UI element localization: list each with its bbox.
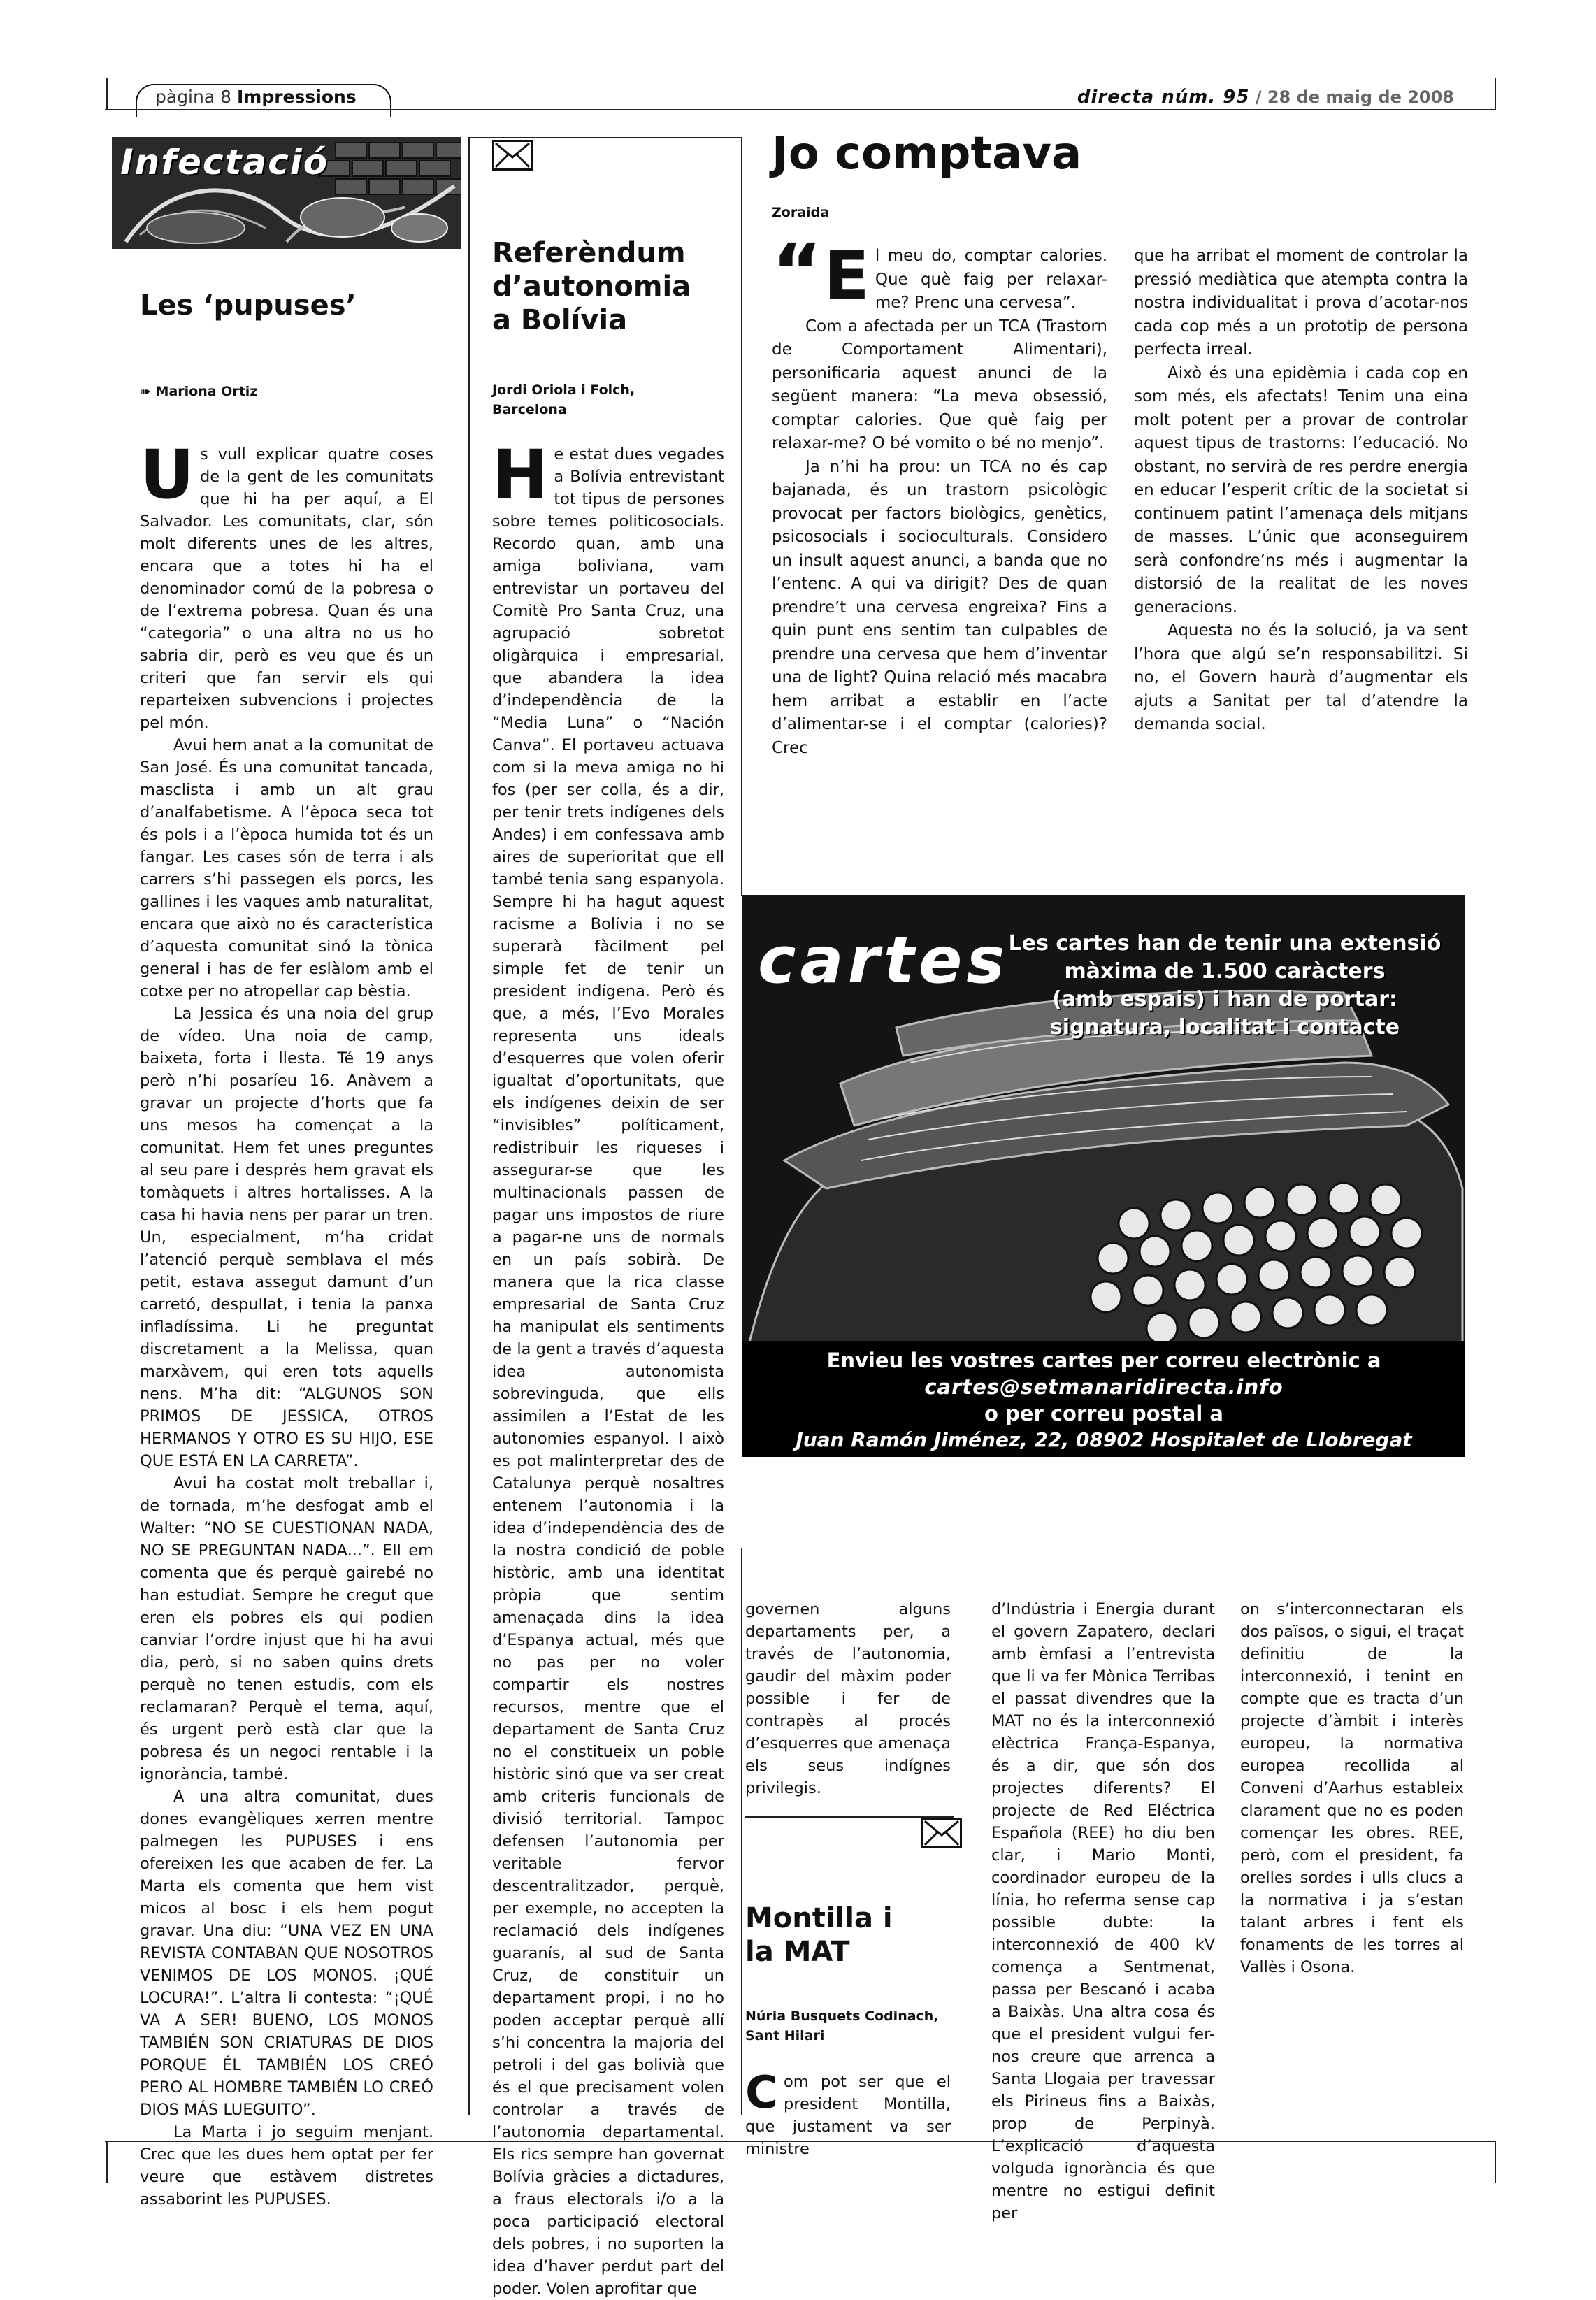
cartes-rules-line: màxima de 1.500 caràcters: [1064, 959, 1386, 984]
issue-date: / 28 de maig de 2008: [1255, 87, 1454, 107]
article4-body-col1: [745, 2067, 951, 2160]
article3-body-col2: [1134, 245, 1468, 737]
article3-paragraph: Ja n’hi ha prou: un TCA no és cap bajanada, és un trastorn psicològic provocat per factors biològics, genètics, psicosocials i socioculturals. Considero un insult aquest anunci, a banda que no l’entenc. A qui va dirigit? Des de quan prendre’t una cervesa engreixa? Fins a quin punt ens sentim tan culpables de prendre una cervesa que hem d’inventar una de light? Quina relació més macabra hem arribat a establir en l’acte d’alimentar-se i el comptar (calories)? Crec: [772, 457, 1107, 757]
article3-paragraph: l meu do, comptar calories. Que què faig per relaxar-me? Prenc una cervesa”.: [875, 247, 1107, 312]
article2-author: Jordi Oriola i Folch,: [492, 382, 635, 398]
quote-mark: “: [772, 227, 823, 317]
article4-author: Núria Busquets Codinach,: [745, 2008, 939, 2024]
article2-body: [492, 436, 724, 2300]
footer-tick-left: [106, 2141, 108, 2183]
left-margin-line: [106, 78, 108, 110]
article3-paragraph: Com a afectada per un TCA (Trastorn de Comportament Alimentari), personificaria aquest anunci de la següent manera: “La meva obsessió, comptar calories. Que què faig per relaxar-me? O bé vomito o bé no menjo”.: [772, 317, 1107, 452]
cartes-address: Juan Ramón Jiménez, 22, 08902 Hospitalet de Llobregat: [796, 1428, 1412, 1451]
article2-paragraph: governen alguns departaments per, a través de l’autonomia, gaudir del màxim poder possible i fer de contrapès al procés d’esquerres que amenaça els seus indígnes privilegis.: [745, 1600, 951, 1797]
column-divider-2: [741, 137, 742, 896]
issue-number: directa núm. 95: [1077, 87, 1250, 108]
right-margin-line: [1495, 78, 1496, 110]
article4-paragraph: d’Indústria i Energia durant el govern Zapatero, declari amb èmfasi a l’entrevista que li va fer Mònica Terribas el passat divendres que la MAT no és la interconnexió elèctrica França-Espanya, és a dir, que són dos projectes diferents? El projecte de Red Eléctrica Española (REE) ho diu ben clar, i Mario Monti, coordinador europeu de la línia, ho referma sense cap possible dubte: la interconnexió de 400 kV comença a Sentmenat, passa per Bescanó i acaba a Baixàs. Una altra cosa és que el president vulgui fer-nos creure que arrenca a Santa Llogaia per travessar els Pirineus fins a Baixàs, prop de Perpinyà. L’explicació d’aquesta volguda ignorància és que mentre no estigui definit per: [991, 1600, 1215, 2222]
article2-paragraph: e estat dues vegades a Bolívia entrevistant tot tipus de persones sobre temes politicosocials. Recordo quan, amb una amiga boliviana, vam entrevistar un portaveu del Comitè Pro Santa Cruz, una agrupació sobretot oligàrquica i empresarial, que abandera la idea d’independència de la “Media Luna” o “Nación Canva”. El portaveu actuava com si la meva amiga no hi fos (per ser colla, és a dir, per tenir trets indígenes dels Andes) i em confessava amb aires de superioritat que ell també tenia sang espanyola. Sempre hi ha hagut aquest racisme a Bolívia i no se superarà fàcilment pel simple fet de tenir un president indígena. Però és que, a més, l’Evo Morales representa uns ideals d’esquerres que volen oferir igualtat d’oportunitats, que els indígenes deixin de ser “invisibles” políticament, redistribuir les riqueses i assegurar-se que les multinacionals passen de pagar uns impostos de riure a pagar-ne uns de normals en un país sobirà. De manera que la rica classe empresarial de Santa Cruz ha manipulat els sentiments de la gent a través d’aquesta idea autonomista sobrevinguda, que ells assimilen a l’Estat de les autonomies espanyol. I això es pot malinterpretar des de Catalunya perquè nosaltres entenem l’autonomia i la idea d’independència des de la nostra condició de poble històric, amb una identitat pròpia que sentim amenaçada dins la idea d’Espanya actual, més que no pas per no voler compartir els nostres recursos, mentre que el departament de Santa Cruz no el constitueix un poble històric sinó que va ser creat amb criteris funcionals de divisió territorial. Tampoc defensen l’autonomia per veritable fervor descentralitzador, perquè, per exemple, no accepten la reclamació dels indígenes guaranís, al sud de Santa Cruz, de constituir un departament propi, i no ho poden acceptar perquè allí s’hi concentra la majoria del petroli i del gas bolivià que és el que precisament volen controlar a través de l’autonomia departamental. Els rics sempre han governat Bolívia gràcies a dictadures, a fraus electorals i/o a la poca participació electoral dels pobres, i no suporten la idea d’haver perdut part del poder. Volen aprofitar que: [492, 445, 724, 2298]
column-banner: [112, 137, 461, 249]
article4-paragraph: on s’interconnectaran els dos països, o sigui, el traçat definitiu de la interconnexió, i tenint en compte que es tracta d’un projecte d’àmbit i interès europeu, la normativa europea recollida al Conveni d’Aarhus estableix clarament que no es poden començar les obres. REE, però, com el president, fa orelles sordes i ulls clucs a la normativa i ja s’estan talant arbres i fent els fonaments de les torres al Vallès i Osona.: [1240, 1600, 1464, 1976]
issue-line: [1077, 85, 1454, 109]
article1-body: [140, 436, 433, 2211]
article2-byline: [492, 380, 723, 419]
page-label: [155, 85, 357, 109]
article1-dropcap: U: [140, 436, 194, 514]
page-header: [105, 77, 1496, 119]
article4-title: Montilla i la MAT: [745, 1902, 893, 1968]
article3-dropcap: E: [824, 237, 870, 315]
article2-body-continued: [745, 1598, 951, 1799]
article3-author: Zoraida: [772, 205, 829, 220]
article1-author: Mariona Ortiz: [155, 384, 258, 399]
article1-byline: [140, 382, 447, 401]
article3-title: Jo comptava: [772, 128, 1082, 180]
article4-paragraph: om pot ser que el president Montilla, que justament va ser ministre: [745, 2073, 951, 2158]
article1-title: Les ‘pupuses’: [140, 289, 357, 322]
cartes-email-label: Envieu les vostres cartes per correu electrònic a: [826, 1349, 1381, 1372]
article1-paragraph: La Jessica és una noia del grup de vídeo. Una noia de camp, baixeta, forta i llesta. Té 19 anys però n’hi posaríeu 16. Anàvem a gravar un projecte d’horts que fa uns mesos ha començat a la comunitat. Hem fet unes preguntes al seu pare i després hem gravat els tomàquets i altres hortalisses. A la casa hi havia nens per parar un tren. Un, especialment, m’ha cridat l’atenció perquè semblava el més petit, estava assegut damunt d’un carretó, despullat, i tenia la panxa infladíssima. Li he preguntat discretament a la Melissa, quan marxàvem, qui eren tots aquells nens. M’ha dit: “ALGUNOS SON PRIMOS DE JESSICA, OTROS HERMANOS Y OTRO ES SU HIJO, ESE QUE ESTÁ EN LA CARRETA”.: [140, 1005, 433, 1470]
article4-dropcap: C: [745, 2067, 778, 2119]
article4-body-col3: [1240, 1598, 1464, 1978]
article4-body-col2: [991, 1598, 1215, 2224]
cartes-box: [742, 895, 1465, 1457]
envelope-icon: [492, 140, 533, 171]
cartes-title: cartes: [758, 923, 1009, 998]
cartes-post-label: o per correu postal a: [984, 1402, 1223, 1425]
article2-title: Referèndum d’autonomia a Bolívia: [492, 237, 691, 336]
page-number: pàgina 8: [155, 87, 232, 107]
article3-body-col1: [772, 227, 1107, 760]
article3-paragraph: Això és una epidèmia i cada cop en som més, els afectats! Tenim una eina molt potent per a provar de controlar aquest tipus de trastorns: l’educació. No obstant, no servirà de res perdre energia en educar l’esperit crític de la societat si continuem patint l’amenaça dels mitjans de masses. L’únic que aconseguirem serà confondre’ns més i augmentar la distorsió de la realitat de les noves generacions.: [1134, 364, 1468, 617]
column-divider-1: [468, 137, 470, 2115]
cartes-email-link[interactable]: cartes@setmanaridirecta.info: [924, 1375, 1284, 1399]
article1-paragraph: s vull explicar quatre coses de la gent de les comunitats que hi ha per aquí, a El Salvador. Les comunitats, clar, són molt diferents unes de les altres, encara que a totes hi ha el denominador comú de la pobresa o de l’extrema pobresa. Quan és una “categoria” o una altra no us ho sabria dir, però es veu que és un criteri que fan servir els qui reparteixen subvencions i projectes pel món.: [140, 445, 433, 732]
column-divider-3: [741, 1548, 742, 2115]
article2-location: Barcelona: [492, 402, 567, 417]
article1-paragraph: Avui hem anat a la comunitat de San José. És una comunitat tancada, masclista i amb un alt grau d’analfabetisme. A l’època seca tot és pols i a l’època humida tot és un fangar. Les cases són de terra i als carrers s’hi passegen els porcs, les gallines i les vaques amb naturalitat, encara que això no és característica d’aquesta comunitat sinó la tònica general i has de fer eslàlom amb el cotxe per no atropellar cap bèstia.: [140, 736, 433, 1000]
header-rule: [105, 109, 1496, 110]
article4-byline: [745, 2006, 955, 2046]
article3-paragraph: que ha arribat el moment de controlar la pressió mediàtica que atempta contra la nostra individualitat i prova d’acotar-nos cada cop més a un prototip de persona perfecta irreal.: [1134, 247, 1468, 359]
article3-paragraph: Aquesta no és la solució, ja va sent l’hora que algú se’n responsabilitzi. Si no, el Govern haurà d’augmentar els ajuts a Sanitat per tal d’atendre la demanda social.: [1134, 621, 1468, 733]
cartes-rules-line: signatura, localitat i contacte: [1049, 1015, 1400, 1040]
article-box-top: [468, 137, 741, 138]
cartes-rules-line: Les cartes han de tenir una extensió: [1008, 931, 1442, 956]
article1-paragraph: Avui ha costat molt treballar i, de tornada, m’he desfogat amb el Walter: “NO SE CUESTIONAN NADA, NO SE PREGUNTAN NADA...”. Ell em comenta que és perquè gairebé no han estudiat. Sempre he cregut que eren els pobres els qui podien canviar l’ordre injust que hi ha avui dia, però, si no saben quins drets perquè no tenen estudis, com els reclamaran? Perquè el tema, aquí, és urgent però està clar que la pobresa és un negoci rentable i la ignorància, també.: [140, 1474, 433, 1783]
cartes-rules: [1001, 930, 1448, 1042]
footer-tick-right: [1495, 2141, 1496, 2183]
envelope-icon: [921, 1818, 962, 1848]
article4-location: Sant Hilari: [745, 2028, 825, 2043]
article1-paragraph: A una altra comunitat, dues dones evangèliques xerren mentre palmegen les PUPUSES i ens ofereixen les que acaben de fer. La Marta els comenta que hem vist micos al bosc i els hem pogut gravar. Una diu: “UNA VEZ EN UNA REVISTA CONTABAN QUE NOSOTROS VENIMOS DE LOS MONOS. ¡QUÉ LOCURA!”. L’altra li contesta: “¡QUÉ VA A SER! BUENO, LOS MONOS TAMBIÉN SON CRIATURAS DE DIOS PORQUE ÉL TAMBIÉN LOS CREÓ PERO AL HOMBRE TAMBIÉN LO CREÓ DIOS MÁS LUEGUITO”.: [140, 1788, 433, 2119]
section-name: Impressions: [236, 87, 357, 107]
article1-paragraph: La Marta i jo seguim menjant. Crec que les dues hem optat per fer veure que estàvem distretes assaborint les PUPUSES.: [140, 2123, 433, 2208]
pointing-arrow-icon: ➠: [140, 384, 151, 399]
cartes-contact: [742, 1341, 1465, 1457]
cartes-rules-line: (amb espais) i han de portar:: [1051, 987, 1397, 1012]
banner-title: Infectació: [120, 142, 329, 182]
article2-dropcap: H: [492, 436, 549, 514]
